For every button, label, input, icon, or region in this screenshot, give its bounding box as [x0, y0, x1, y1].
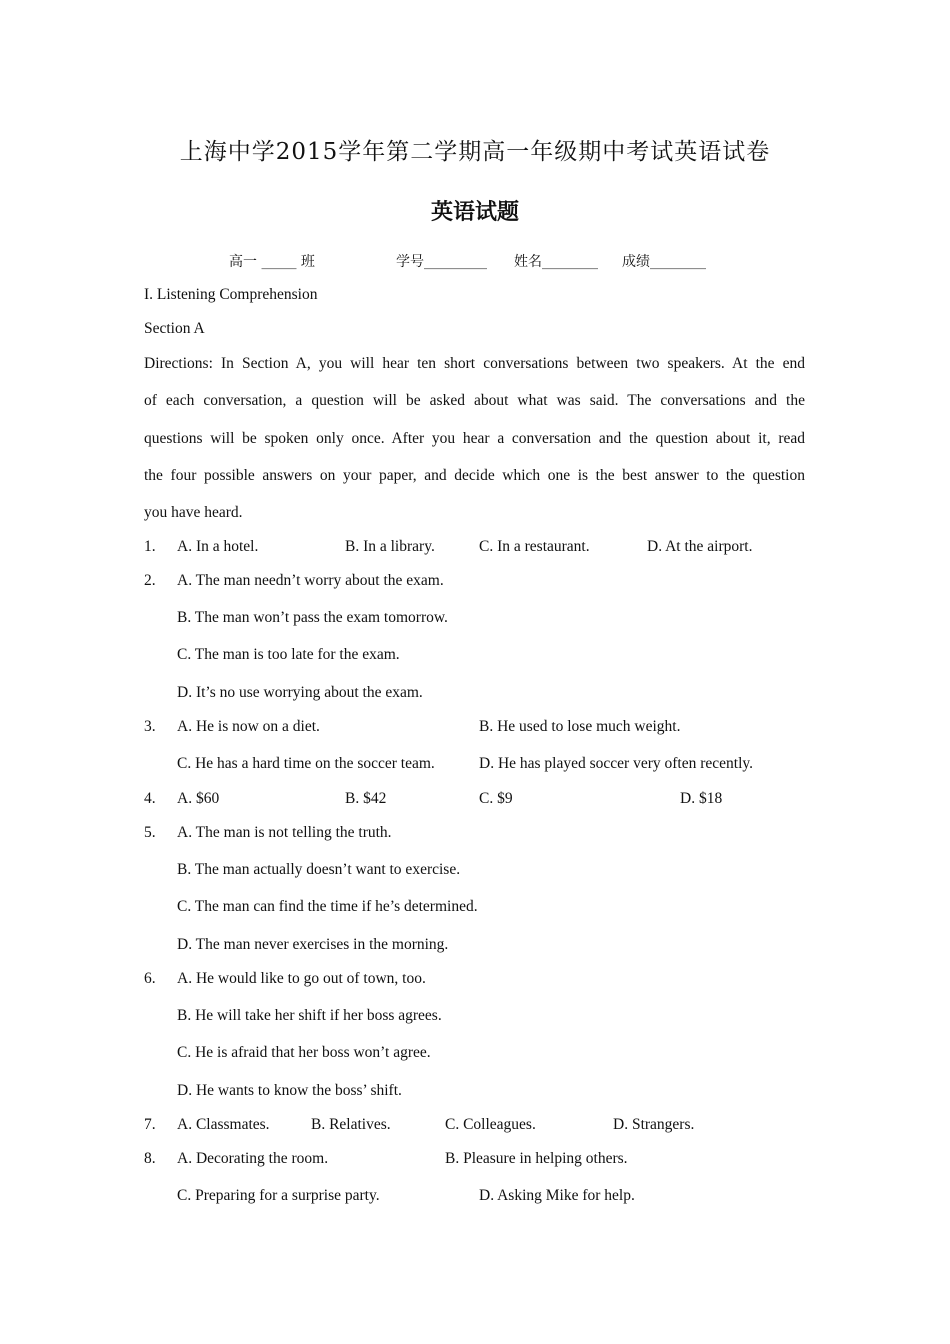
student-number-field: 学号_________: [396, 254, 487, 270]
option-c: C. Preparing for a surprise party.: [177, 1187, 380, 1204]
option-a: A. The man is not telling the truth.: [177, 824, 392, 841]
question-number: 5.: [144, 824, 156, 841]
option-d: D. Asking Mike for help.: [479, 1187, 635, 1204]
option-b: B. He used to lose much weight.: [479, 718, 681, 735]
directions-line: questions will be spoken only once. After you hear a conversation and the question about it, read: [144, 429, 805, 447]
score-field: 成绩________: [622, 254, 706, 270]
option-d: D. Strangers.: [613, 1116, 695, 1133]
option-a: A. In a hotel.: [177, 538, 259, 555]
option-c: C. The man can find the time if he’s determined.: [177, 898, 478, 915]
question-number: 8.: [144, 1150, 156, 1167]
option-a: A. The man needn’t worry about the exam.: [177, 572, 444, 589]
option-a: A. He would like to go out of town, too.: [177, 970, 426, 987]
part-heading: I. Listening Comprehension: [144, 286, 318, 303]
question-number: 4.: [144, 790, 156, 807]
option-d: D. He has played soccer very often recently.: [479, 755, 753, 772]
option-c: C. The man is too late for the exam.: [177, 646, 400, 663]
class-field: 高一 _____ 班: [229, 254, 315, 270]
directions-paragraph: [144, 345, 805, 531]
option-b: B. The man actually doesn’t want to exercise.: [177, 861, 461, 878]
option-c: C. Colleagues.: [445, 1116, 536, 1133]
option-b: B. The man won’t pass the exam tomorrow.: [177, 609, 448, 626]
option-d: D. $18: [680, 790, 723, 807]
option-c: C. He is afraid that her boss won’t agree.: [177, 1044, 431, 1061]
option-b: B. He will take her shift if her boss agrees.: [177, 1007, 442, 1024]
option-c: C. He has a hard time on the soccer team.: [177, 755, 435, 772]
option-d: D. At the airport.: [647, 538, 753, 555]
option-d: D. The man never exercises in the morning.: [177, 936, 449, 953]
option-d: D. He wants to know the boss’ shift.: [177, 1082, 402, 1099]
option-a: A. He is now on a diet.: [177, 718, 320, 735]
question-number: 3.: [144, 718, 156, 735]
question-number: 1.: [144, 538, 156, 555]
page-title: 上海中学2015学年第二学期高一年级期中考试英语试卷: [179, 139, 771, 165]
option-c: C. $9: [479, 790, 513, 807]
option-c: C. In a restaurant.: [479, 538, 590, 555]
name-field: 姓名________: [514, 254, 598, 270]
directions-line: the four possible answers on your paper, and decide which one is the best answer to the question: [144, 466, 805, 484]
directions-line: Directions: In Section A, you will hear ten short conversations between two speakers. At the end: [144, 355, 805, 372]
question-number: 2.: [144, 572, 156, 589]
option-b: B. $42: [345, 790, 387, 807]
option-d: D. It’s no use worrying about the exam.: [177, 684, 423, 701]
question-number: 6.: [144, 970, 156, 987]
option-b: B. In a library.: [345, 538, 435, 555]
directions-line: of each conversation, a question will be asked about what was said. The conversations and the: [144, 392, 805, 410]
option-b: B. Pleasure in helping others.: [445, 1150, 628, 1167]
option-b: B. Relatives.: [311, 1116, 391, 1133]
page-subtitle: 英语试题: [430, 200, 519, 225]
option-a: A. $60: [177, 790, 220, 807]
option-a: A. Decorating the room.: [177, 1150, 329, 1167]
option-a: A. Classmates.: [177, 1116, 270, 1133]
section-heading: Section A: [144, 320, 205, 337]
question-number: 7.: [144, 1116, 156, 1133]
directions-line: you have heard.: [144, 504, 243, 522]
